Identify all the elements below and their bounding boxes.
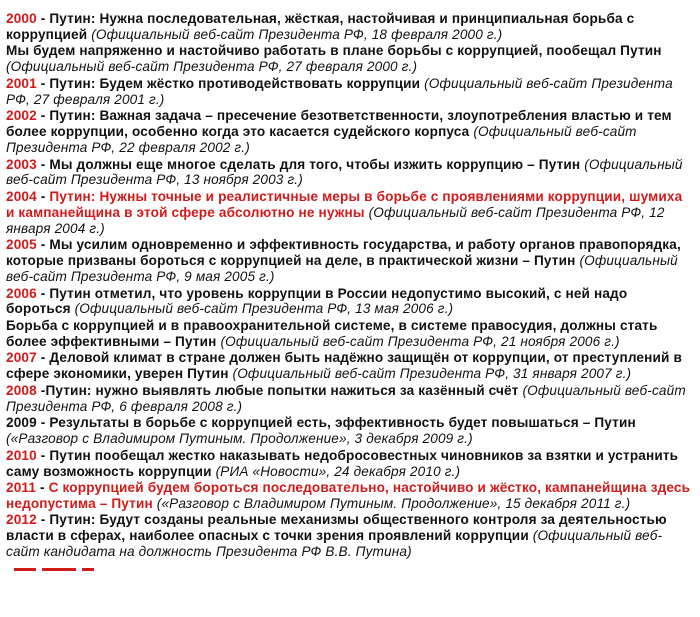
entry-2003 xyxy=(6,157,691,189)
entry-quote: Путин пообещал жестко наказывать недобросовестных чиновников за взятки и устранить саму возможность коррупции xyxy=(6,447,679,479)
entry-2010 xyxy=(6,448,691,480)
entry-source: («Разговор с Владимиром Путиным. Продолжение», 15 декабря 2011 г.) xyxy=(156,495,631,511)
entry-quote: Мы усилим одновременно и эффективность государства, и работу органов правопорядка, которые призваны бороться с коррупцией на деле, в практической жизни – Путин xyxy=(6,237,681,269)
entry-quote: Путин: Будут созданы реальные механизмы общественного контроля за деятельностью власти в сферах, наиболее опасных с точки зрения проявлений коррупции xyxy=(6,512,667,544)
entry-year: 2002 xyxy=(6,108,37,124)
entry-quote: Путин: Важная задача – пресечение безответственности, злоупотребления властью и тем более коррупции, особенно когда это касается судейского корпуса xyxy=(6,108,672,140)
entry-source: (Официальный веб-сайт Президента РФ, 12 января 2004 г.) xyxy=(6,204,665,236)
entry-source: (Официальный веб-сайт Президента РФ, 27 февраля 2000 г.) xyxy=(6,59,418,75)
entry-2001 xyxy=(6,76,691,108)
entry-quote: Путин: нужно выявлять любые попытки нажиться за казённый счёт xyxy=(45,382,519,398)
entry-source: («Разговор с Владимиром Путиным. Продолжение», 3 декабря 2009 г.) xyxy=(6,431,473,447)
entry-quote: Путин: Нужны точные и реалистичные меры в борьбе с проявлениями коррупции, шумиха и кампанейщина в этой сфере абсолютно не нужны xyxy=(6,188,683,220)
entry-year: 2005 xyxy=(6,237,37,253)
entry-source: (Официальный веб-сайт Президента РФ, 13 ноября 2003 г.) xyxy=(6,156,683,188)
entry-source: (Официальный веб-сайт Президента РФ, 6 февраля 2008 г.) xyxy=(6,382,686,414)
entry-quote: Путин отметил, что уровень коррупции в России недопустимо высокий, с ней надо бороться xyxy=(6,285,628,317)
entry-quote: Мы должны еще многое сделать для того, чтобы изжить коррупцию – Путин xyxy=(49,156,581,172)
entry-separator: - xyxy=(36,512,50,528)
entry-source: (РИА «Новости», 24 декабря 2010 г.) xyxy=(215,463,461,479)
entry-year: 2003 xyxy=(6,156,37,172)
entry-year: 2012 xyxy=(6,512,37,528)
entry-source: (Официальный веб-сайт Президента РФ, 22 февраля 2002 г.) xyxy=(6,124,637,156)
entry-separator: - xyxy=(36,382,46,398)
entry-separator: - xyxy=(36,237,50,253)
entry-year: 2008 xyxy=(6,382,37,398)
entry-source: (Официальный веб-сайт Президента РФ, 21 ноября 2006 г.) xyxy=(220,333,620,349)
entry-2007 xyxy=(6,350,691,382)
entry-separator: - xyxy=(36,415,50,431)
entry-2002 xyxy=(6,108,691,156)
entry-quote: Путин: Будем жёстко противодействовать коррупции xyxy=(49,75,421,91)
entry-separator: - xyxy=(36,350,50,366)
entry-separator: - xyxy=(36,447,50,463)
entry-year: 2009 xyxy=(6,415,37,431)
entry-2004 xyxy=(6,189,691,237)
entry-year: 2010 xyxy=(6,447,37,463)
entry-2000 xyxy=(6,11,691,43)
entry-separator: - xyxy=(36,285,50,301)
entry-2008 xyxy=(6,383,691,415)
entry-quote: Результаты в борьбе с коррупцией есть, эффективность будет повышаться – Путин xyxy=(49,415,636,431)
entry-year: 2004 xyxy=(6,188,37,204)
entry-year: 2006 xyxy=(6,285,37,301)
entry-2006 xyxy=(6,286,691,318)
entry-separator: - xyxy=(36,75,50,91)
entry-year: 2007 xyxy=(6,350,37,366)
entry-source: (Официальный веб-сайт Президента РФ, 27 февраля 2001 г.) xyxy=(6,75,673,107)
entry-source: (Официальный веб-сайт Президента РФ, 13 мая 2006 г.) xyxy=(74,301,454,317)
entry-separator: - xyxy=(36,156,50,172)
entry-year: 2011 xyxy=(6,480,37,495)
entry-2005 xyxy=(6,237,691,285)
entry-2012 xyxy=(6,512,691,560)
entry-year: 2001 xyxy=(6,75,37,91)
entry-separator: - xyxy=(36,480,49,495)
entry-source: (Официальный веб-сайт Президента РФ, 31 января 2007 г.) xyxy=(232,366,632,382)
entry-2009 xyxy=(6,415,691,447)
entry-quote: Деловой климат в стране должен быть надёжно защищён от коррупции, от преступлений в сфере экономики, уверен Путин xyxy=(6,350,682,382)
entry-separator: - xyxy=(36,108,50,124)
entry-source: (Официальный веб-сайт Президента РФ, 9 мая 2005 г.) xyxy=(6,253,678,285)
entry-separator: - xyxy=(36,11,50,26)
entry-quote: Мы будем напряженно и настойчиво работать в плане борьбы с коррупцией, пообещал Путин xyxy=(6,43,662,59)
entry-separator: - xyxy=(36,188,50,204)
entry-2011 xyxy=(6,480,691,512)
entry-quote: Путин: Нужна последовательная, жёсткая, настойчивая и принципиальная борьба с коррупцией xyxy=(6,11,635,42)
entry-continued-8 xyxy=(6,318,691,350)
entry-source: (Официальный веб-сайт кандидата на должность Президента РФ В.В. Путина) xyxy=(6,528,663,560)
entry-quote: С коррупцией будем бороться последовательно, настойчиво и жёстко, кампанейщина здесь недопустима – Путин xyxy=(6,480,691,511)
entry-year: 2000 xyxy=(6,11,37,26)
entry-continued-1 xyxy=(6,43,691,75)
cut-off-next-entry xyxy=(0,567,120,573)
entry-source: (Официальный веб-сайт Президента РФ, 18 февраля 2000 г.) xyxy=(91,26,503,42)
entry-quote: Борьба с коррупцией и в правоохранительной системе, в системе правосудия, должны стать более эффективными – Путин xyxy=(6,317,658,349)
